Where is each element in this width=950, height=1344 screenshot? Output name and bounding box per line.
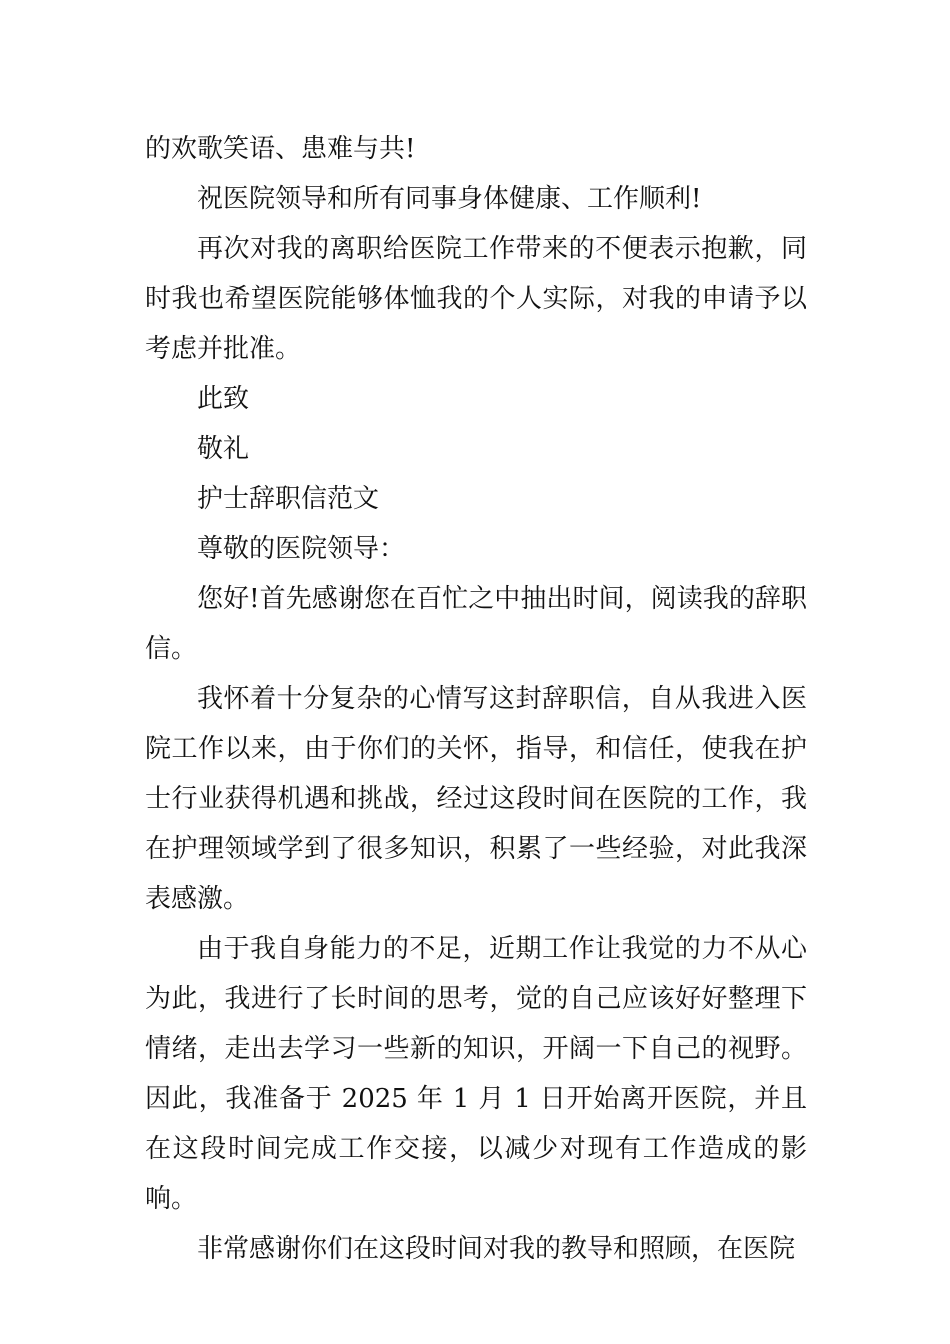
letter-body bbox=[145, 124, 807, 1274]
section-title: 护士辞职信范文 bbox=[197, 484, 380, 514]
paragraph-thanks-reading: 您好!首先感谢您在百忙之中抽出时间，阅读我的辞职信。 bbox=[145, 584, 807, 664]
paragraph-reason: 由于我自身能力的不足，近期工作让我觉的力不从心为此，我进行了长时间的思考，觉的自己应该好好整理下情绪，走出去学习一些新的知识，开阔一下自己的视野。因此，我准备于 2025 年 1 月 1 日开始离开医院，并且在这段时间完成工作交接，以减少对现有工作造成的影响。 bbox=[145, 934, 807, 1214]
greeting-line: 尊敬的医院领导： bbox=[197, 534, 406, 564]
salutation-cizhi: 此致 bbox=[197, 384, 250, 414]
paragraph-closing-fragment: 的欢歌笑语、患难与共! bbox=[145, 134, 416, 164]
paragraph-apology: 再次对我的离职给医院工作带来的不便表示抱歉，同时我也希望医院能够体恤我的个人实际，对我的申请予以考虑并批准。 bbox=[145, 234, 807, 364]
salutation-jingli: 敬礼 bbox=[197, 434, 250, 464]
paragraph-gratitude: 我怀着十分复杂的心情写这封辞职信，自从我进入医院工作以来，由于你们的关怀，指导，和信任，使我在护士行业获得机遇和挑战，经过这段时间在医院的工作，我在护理领域学到了很多知识，积累了一些经验，对此我深表感激。 bbox=[145, 684, 807, 914]
paragraph-wishes: 祝医院领导和所有同事身体健康、工作顺利! bbox=[197, 184, 702, 214]
paragraph-final-thanks: 非常感谢你们在这段时间对我的教导和照顾，在医院 bbox=[197, 1234, 796, 1264]
